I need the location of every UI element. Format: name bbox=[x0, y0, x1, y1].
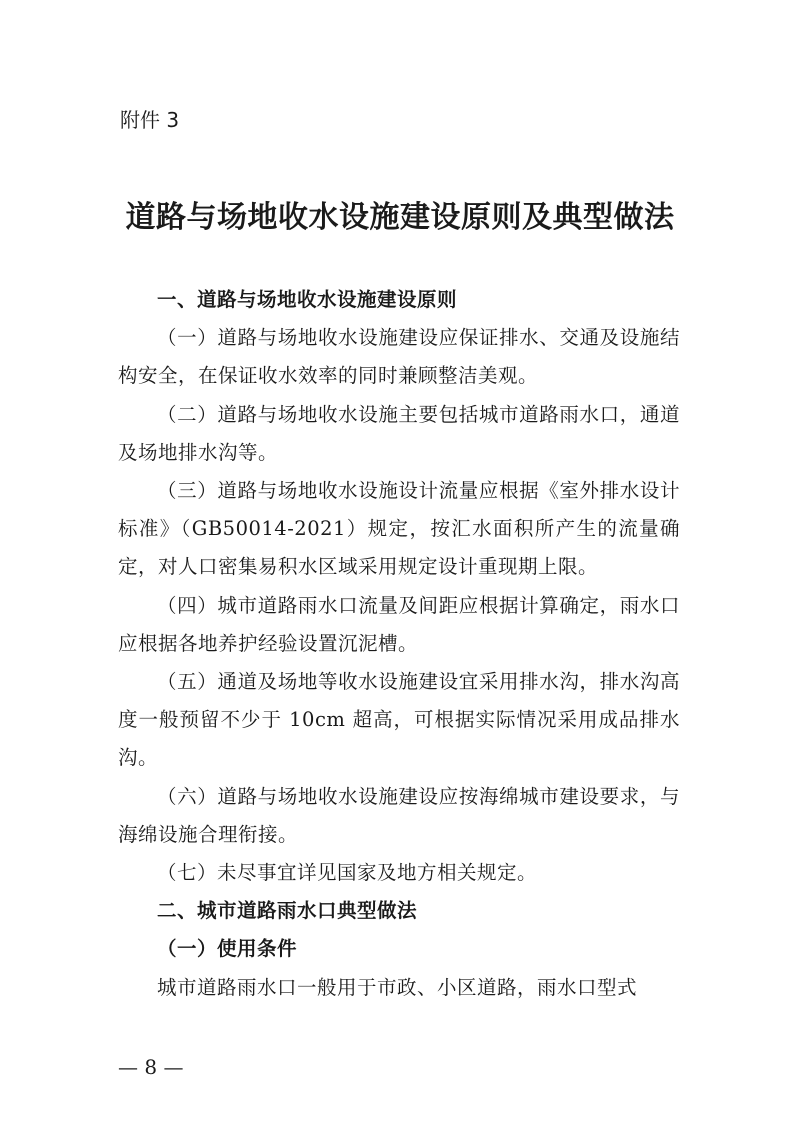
attachment-label: 附件 3 bbox=[120, 108, 180, 132]
subsection-heading: （一）使用条件 bbox=[157, 937, 298, 961]
paragraph-2: （二）道路与场地收水设施主要包括城市道路雨水口，通道及场地排水沟等。 bbox=[118, 402, 680, 464]
section-heading-1: 一、道路与场地收水设施建设原则 bbox=[157, 288, 458, 311]
paragraph-7: （七）未尽事宜详见国家及地方相关规定。 bbox=[157, 861, 538, 885]
paragraph-1: （一）道路与场地收水设施建设应保证排水、交通及设施结构安全，在保证收水效率的同时兼顾整洁美观。 bbox=[118, 326, 680, 388]
paragraph-3: （三）道路与场地收水设施设计流量应根据《室外排水设计标准》（GB50014-2021）规定，按汇水面积所产生的流量确定，对人口密集易积水区域采用规定设计重现期上限。 bbox=[118, 479, 680, 579]
paragraph-8: 城市道路雨水口一般用于市政、小区道路，雨水口型式 bbox=[157, 975, 638, 999]
document-body bbox=[118, 281, 680, 1007]
page-number: — 8 — bbox=[118, 1055, 184, 1079]
paragraph-6: （六）道路与场地收水设施建设应按海绵城市建设要求，与海绵设施合理衔接。 bbox=[118, 784, 680, 846]
section-heading-2: 二、城市道路雨水口典型做法 bbox=[157, 899, 418, 923]
paragraph-4: （四）城市道路雨水口流量及间距应根据计算确定，雨水口应根据各地养护经验设置沉泥槽。 bbox=[118, 593, 680, 655]
paragraph-5: （五）通道及场地等收水设施建设宜采用排水沟，排水沟高度一般预留不少于 10cm 超高，可根据实际情况采用成品排水沟。 bbox=[118, 670, 680, 770]
document-title: 道路与场地收水设施建设原则及典型做法 bbox=[125, 200, 675, 235]
